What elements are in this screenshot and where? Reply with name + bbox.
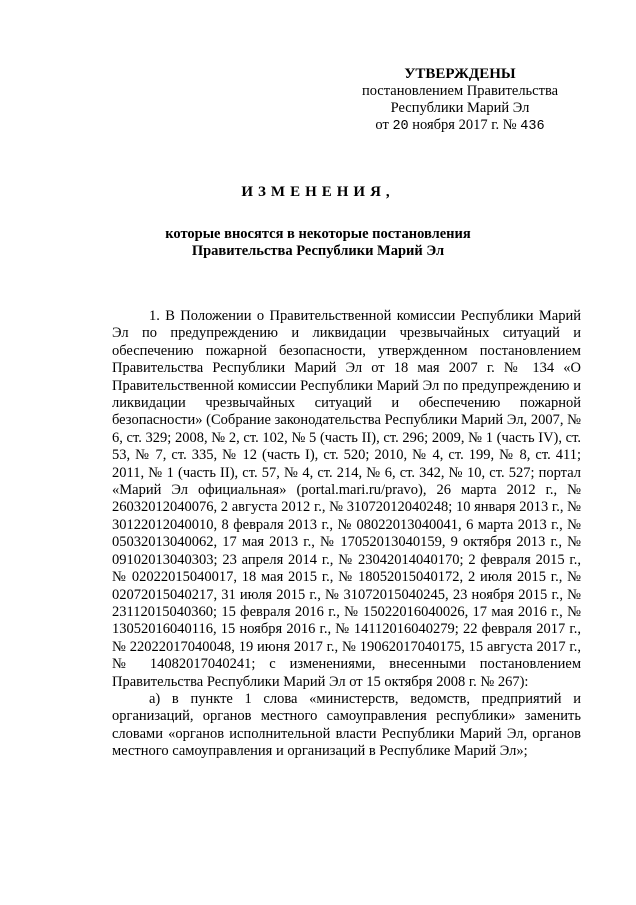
document-body [112,308,581,761]
document-title: ИЗМЕНЕНИЯ, [241,184,395,200]
approval-date-line [340,117,580,135]
body-paragraph-1: 1. В Положении о Правительственной комиссии Республики Марий Эл по предупреждению и ликвидации чрезвычайных ситуаций и обеспечению пожарной безопасности, утвержденном постановлением Правительства Республики Марий Эл от 18 мая 2007 г. № 134 «О Правительственной комиссии Республики Марий Эл по предупреждению и ликвидации чрезвычайных ситуаций и обеспечению пожарной безопасности» (Собрание законодательства Республики Марий Эл, 2007, № 6, ст. 329; 2008, № 2, ст. 102, № 5 (часть II), ст. 296; 2009, № 1 (часть IV), ст. 53, № 7, ст. 335, № 12 (часть I), ст. 520; 2010, № 4, ст. 199, № 8, ст. 411; 2011, № 1 (часть II), ст. 57, № 4, ст. 214, № 6, ст. 342, № 10, ст. 527; портал «Марий Эл официальная» (portal.mari.ru/pravo), 26 марта 2012 г., № 26032012040076, 2 августа 2012 г., № 31072012040248; 10 января 2013 г., № 30122012040010, 8 февраля 2013 г., № 08022013040041, 6 марта 2013 г., № 05032013040062, 17 мая 2013 г., № 17052013040159, 9 октября 2013 г., № 09102013040303; 23 апреля 2014 г., № 23042014040170; 2 февраля 2015 г., № 02022015040017, 18 мая 2015 г., № 18052015040172, 2 июля 2015 г., № 02072015040217, 31 июля 2015 г., № 31072015040245, 23 ноября 2015 г., № 23112015040360; 15 февраля 2016 г., № 15022016040026, 17 мая 2016 г., № 13052016040116, 15 ноября 2016 г., № 14112016040279; 22 февраля 2017 г., № 22022017040048, 19 июня 2017 г., № 19062017040175, 15 августа 2017 г., № 14082017040241; с изменениями, внесенными постановлением Правительства Республики Марий Эл от 15 октября 2008 г. № 267): [112,308,581,690]
subtitle-line-2: Правительства Республики Марий Эл [191,243,445,259]
approval-line-2: Республики Марий Эл [390,100,530,116]
document-subtitle [0,226,636,260]
approval-heading: УТВЕРЖДЕНЫ [404,66,516,82]
body-paragraph-2: а) в пункте 1 слова «министерств, ведомств, предприятий и организаций, органов местного самоуправления республики» заменить словами «органов исполнительной власти Республики Марий Эл, органов местного самоуправления и организаций в Республике Марий Эл»; [112,690,581,760]
approval-stamp [340,66,580,135]
approval-date-prefix: от [375,117,389,133]
approval-line-1: постановлением Правительства [361,83,559,99]
approval-number: 436 [520,119,545,134]
subtitle-line-1: которые вносятся в некоторые постановления [165,226,471,242]
approval-day: 20 [392,119,409,134]
approval-month-year: ноября 2017 г. № [412,117,517,133]
